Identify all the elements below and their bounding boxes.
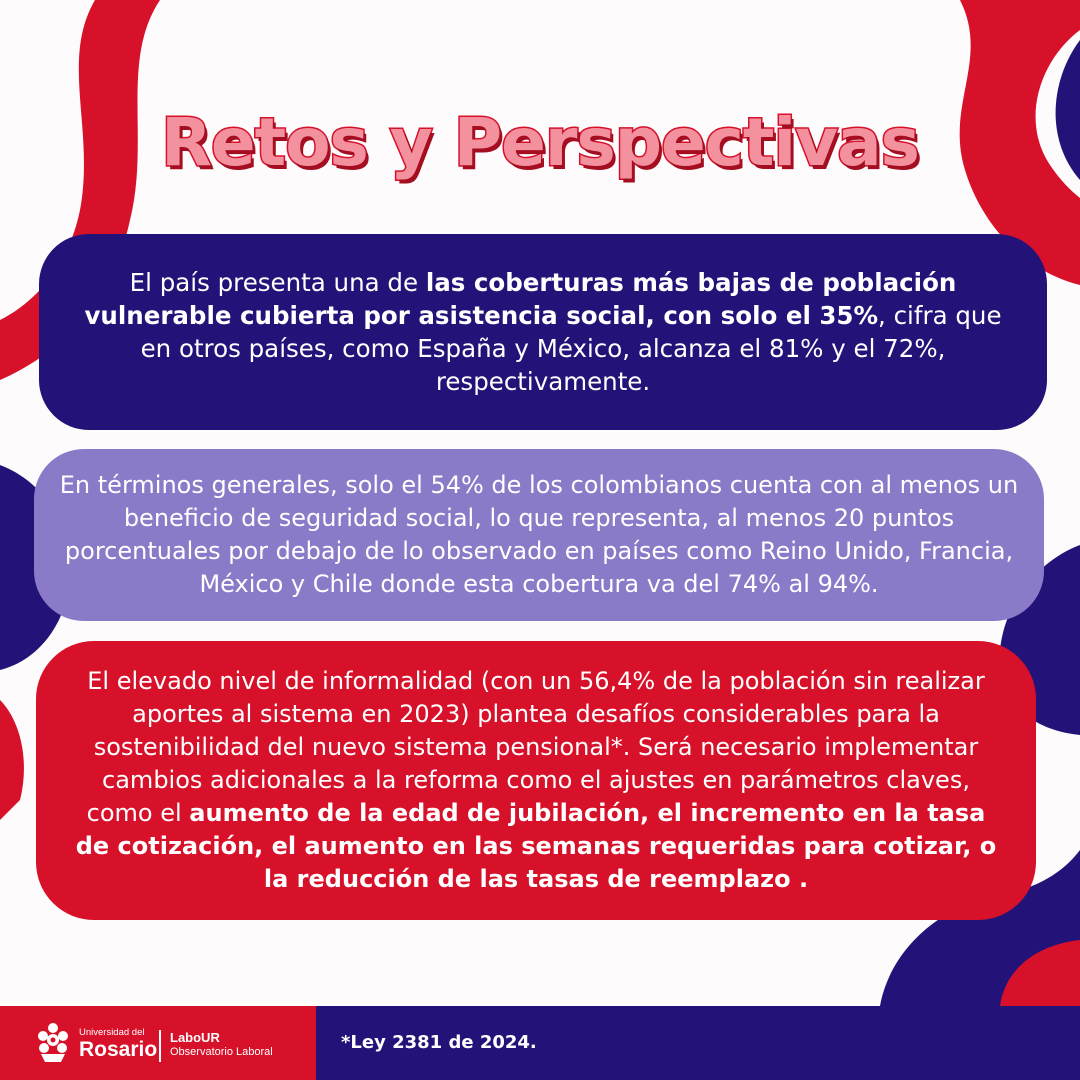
page-title: Retos y Perspectivas <box>161 104 919 181</box>
lab-subtitle: Observatorio Laboral <box>170 1046 273 1058</box>
university-seal-icon <box>33 1020 73 1064</box>
card-text <box>79 266 1007 398</box>
card-text <box>54 469 1024 601</box>
info-card-social-security <box>34 449 1044 621</box>
footnote: *Ley 2381 de 2024. <box>341 1032 537 1053</box>
card-text-regular: El país presenta una de <box>129 268 426 297</box>
lab-name: LaboUR <box>170 1030 220 1045</box>
card-text-regular: , cifra que en otros países, como España y México, alcanza el 81% y el 72%, respectivamente. <box>140 301 1002 396</box>
info-card-informality <box>36 641 1036 920</box>
info-card-coverage <box>39 234 1047 430</box>
university-name-small: Universidad del <box>79 1027 145 1038</box>
card-text-bold: las coberturas más bajas de población vulnerable cubierta por asistencia social, con solo el 35% <box>84 268 957 330</box>
logo-divider <box>159 1030 161 1062</box>
card-text-regular: En términos generales, solo el 54% de los colombianos cuenta con al menos un beneficio de seguridad social, lo que representa, al menos 20 puntos porcentuales por debajo de lo observado en países como Reino Unido, Francia, México y Chile donde esta cobertura va del 74% al 94%. <box>59 471 1019 598</box>
red-accent-left <box>0 700 24 820</box>
card-text-regular: El elevado nivel de informalidad (con un 56,4% de la población sin realizar aportes al sistema en 2023) plantea desafíos considerables para la sostenibilidad del nuevo sistema pensional*. Será necesario implementar cambios adicionales a la reforma como el ajustes en parámetros claves, como el <box>86 667 985 827</box>
university-name: Rosario <box>79 1038 158 1061</box>
card-text <box>66 665 1006 896</box>
card-text-bold: aumento de la edad de jubilación, el incremento en la tasa de cotización, el aumento en las semanas requeridas para cotizar, o la reducción de las tasas de reemplazo . <box>75 799 997 893</box>
